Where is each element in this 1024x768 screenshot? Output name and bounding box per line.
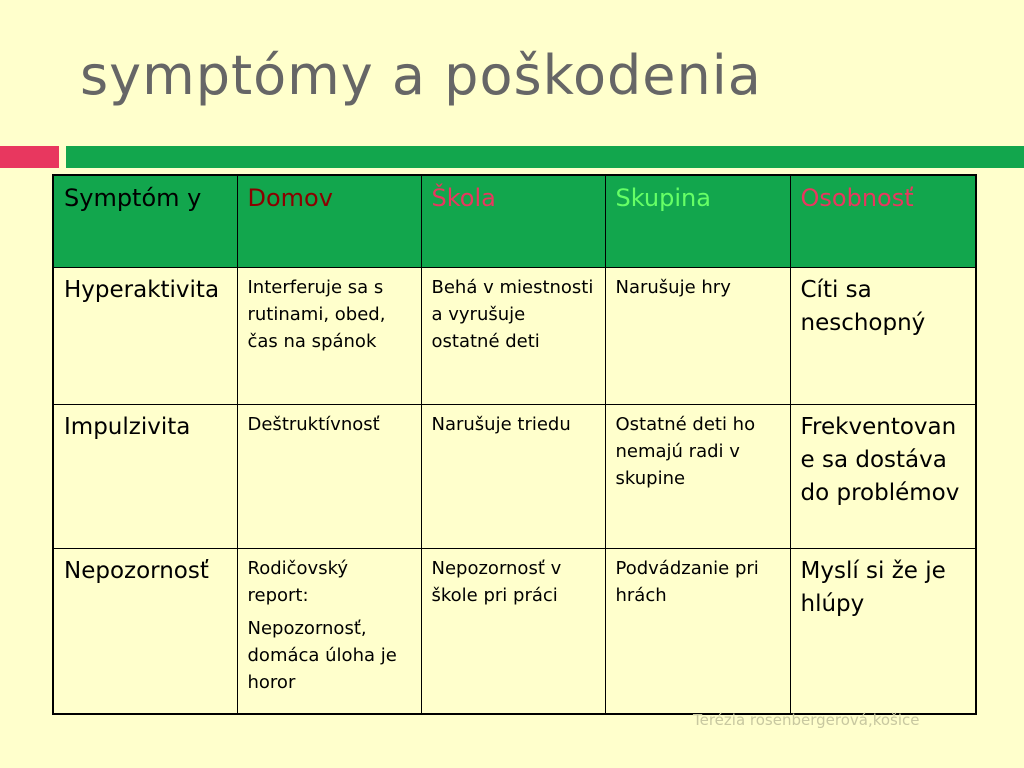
table-row	[53, 405, 976, 549]
accent-bar-gap	[59, 146, 66, 168]
cell-paragraph: Rodičovský report:	[247, 558, 349, 606]
header-skupina: Skupina	[605, 175, 790, 268]
slide-title: symptómy a poškodenia	[80, 44, 762, 107]
cell-symptom: Hyperaktivita	[53, 268, 237, 405]
cell-osobnost: Frekventovane sa dostáva do problémov	[790, 405, 976, 549]
header-domov: Domov	[237, 175, 421, 268]
cell-skola: Nepozornosť v škole pri práci	[421, 549, 605, 715]
cell-skupina: Podvádzanie pri hrách	[605, 549, 790, 715]
accent-bar-green	[66, 146, 1024, 168]
table-header-row	[53, 175, 976, 268]
cell-domov	[237, 405, 421, 549]
cell-symptom: Nepozornosť	[53, 549, 237, 715]
cell-skupina: Ostatné deti ho nemajú radi v skupine	[605, 405, 790, 549]
cell-osobnost: Myslí si že je hlúpy	[790, 549, 976, 715]
cell-paragraph: Nepozornosť, domáca úloha je horor	[247, 618, 397, 693]
cell-paragraph: Interferuje sa s rutinami, obed, čas na spánok	[247, 277, 386, 352]
table-row	[53, 268, 976, 405]
cell-skola: Behá v miestnosti a vyrušuje ostatné deti	[421, 268, 605, 405]
slide-footer: Terézia rosenbergerová,košice	[693, 711, 920, 729]
cell-domov	[237, 268, 421, 405]
table-row	[53, 549, 976, 715]
header-symptom: Symptóm y	[53, 175, 237, 268]
header-osobnost: Osobnosť	[790, 175, 976, 268]
cell-osobnost: Cíti sa neschopný	[790, 268, 976, 405]
cell-domov	[237, 549, 421, 715]
cell-skola: Narušuje triedu	[421, 405, 605, 549]
cell-symptom: Impulzivita	[53, 405, 237, 549]
cell-paragraph: Deštruktívnosť	[247, 414, 380, 435]
header-skola: Škola	[421, 175, 605, 268]
cell-skupina: Narušuje hry	[605, 268, 790, 405]
accent-bar-red	[0, 146, 59, 168]
symptoms-table	[52, 174, 977, 715]
